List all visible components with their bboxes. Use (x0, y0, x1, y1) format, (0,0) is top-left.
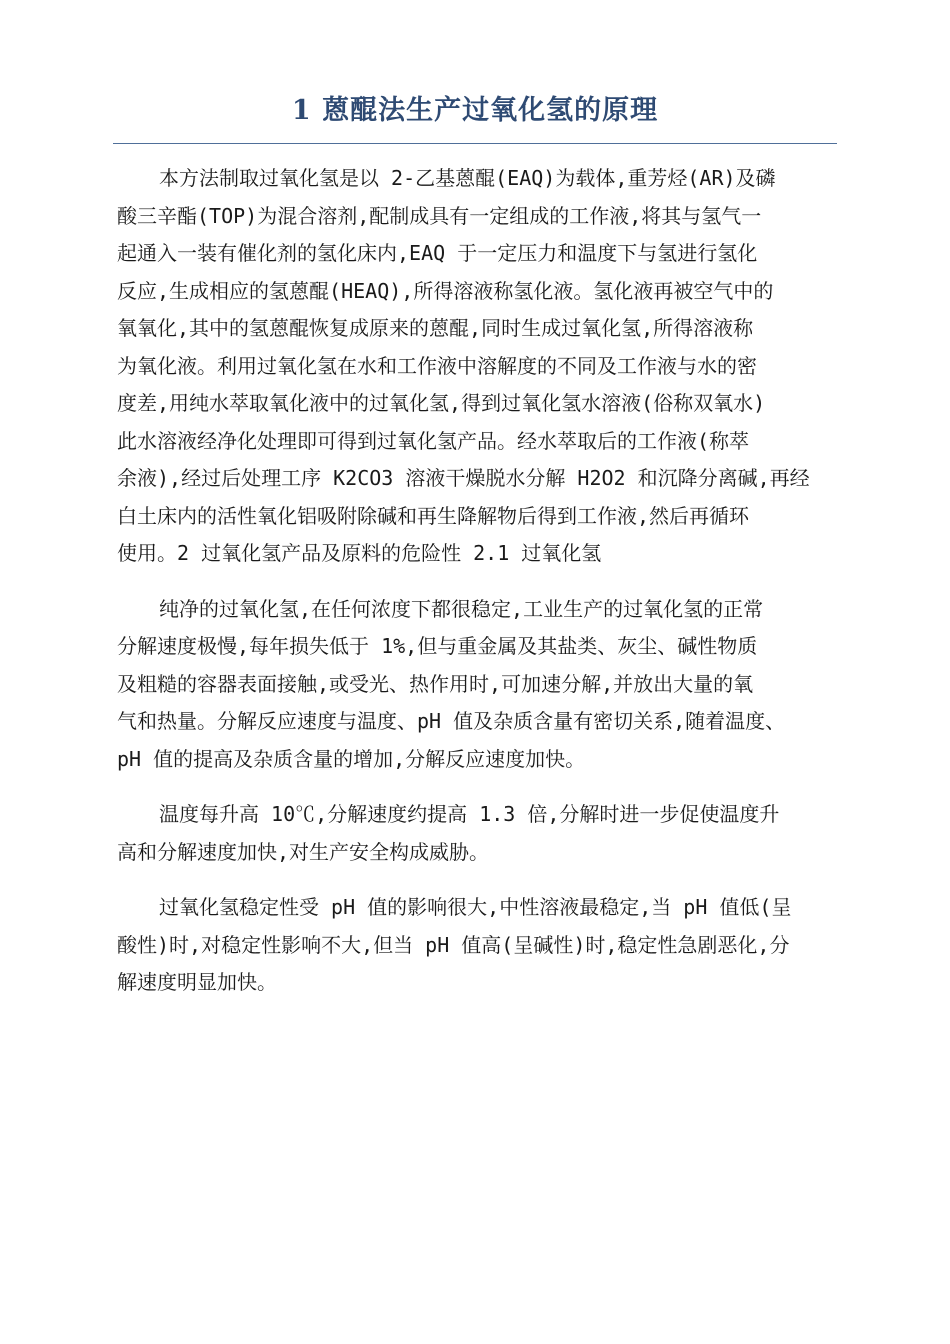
text-line: 过氧化氢稳定性受 pH 值的影响很大,中性溶液最稳定,当 pH 值低(呈 (159, 895, 792, 919)
text-line: 反应,生成相应的氢蒽醌(HEAQ),所得溶液称氢化液。氢化液再被空气中的 (117, 278, 774, 303)
paragraph-stability (117, 591, 852, 779)
text-line: pH 值的提高及杂质含量的增加,分解反应速度加快。 (117, 746, 586, 771)
document-body (117, 160, 852, 1020)
paragraph-temperature (117, 796, 852, 871)
text-line: 度差,用纯水萃取氧化液中的过氧化氢,得到过氧化氢水溶液(俗称双氧水) (117, 391, 766, 415)
text-line: 纯净的过氧化氢,在任何浓度下都很稳定,工业生产的过氧化氢的正常 (159, 596, 764, 621)
text-line: 分解速度极慢,每年损失低于 1%,但与重金属及其盐类、灰尘、碱性物质 (117, 634, 758, 658)
text-line: 酸性)时,对稳定性影响不大,但当 pH 值高(呈碱性)时,稳定性急剧恶化,分 (117, 932, 790, 957)
paragraph-principle (117, 160, 852, 573)
text-line: 及粗糙的容器表面接触,或受光、热作用时,可加速分解,并放出大量的氧 (117, 671, 754, 696)
text-line: 温度每升高 10℃,分解速度约提高 1.3 倍,分解时进一步促使温度升 (159, 802, 780, 826)
text-line: 白土床内的活性氧化铝吸附除碱和再生降解物后得到工作液,然后再循环 (117, 503, 750, 528)
text-line: 本方法制取过氧化氢是以 2-乙基蒽醌(EAQ)为载体,重芳烃(AR)及磷 (159, 166, 776, 190)
text-line: 余液),经过后处理工序 K2CO3 溶液干燥脱水分解 H2O2 和沉降分离碱,再经 (117, 466, 810, 490)
text-line: 解速度明显加快。 (117, 970, 277, 994)
paragraph-ph (117, 889, 852, 1002)
document-title: 1 蒽醌法生产过氧化氢的原理 (291, 95, 659, 126)
text-line: 为氧化液。利用过氧化氢在水和工作液中溶解度的不同及工作液与水的密 (117, 353, 757, 378)
text-line: 起通入一装有催化剂的氢化床内,EAQ 于一定压力和温度下与氢进行氢化 (117, 241, 758, 265)
text-line: 此水溶液经净化处理即可得到过氧化氢产品。经水萃取后的工作液(称萃 (117, 428, 750, 453)
text-line: 氧氧化,其中的氢蒽醌恢复成原来的蒽醌,同时生成过氧化氢,所得溶液称 (117, 316, 754, 340)
text-line: 气和热量。分解反应速度与温度、pH 值及杂质含量有密切关系,随着温度、 (117, 709, 786, 733)
text-line: 高和分解速度加快,对生产安全构成威胁。 (117, 839, 490, 864)
text-line: 酸三辛酯(TOP)为混合溶剂,配制成具有一定组成的工作液,将其与氢气一 (117, 203, 762, 228)
title-underline (113, 143, 837, 144)
text-line: 使用。2 过氧化氢产品及原料的危险性 2.1 过氧化氢 (117, 541, 602, 565)
